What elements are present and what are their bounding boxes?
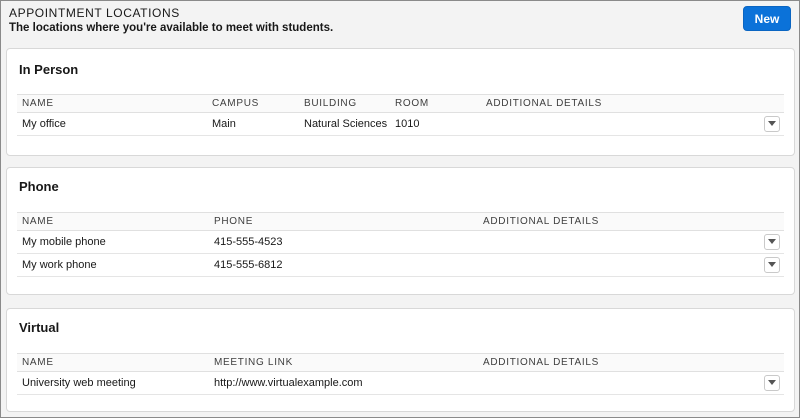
- column-header-building: BUILDING: [304, 98, 357, 109]
- in-person-card: [6, 48, 795, 156]
- row-actions-button[interactable]: [764, 116, 780, 132]
- cell-campus: Main: [212, 118, 236, 130]
- cell-room: 1010: [395, 118, 420, 130]
- column-header-meeting-link: MEETING LINK: [214, 357, 293, 368]
- cell-building: Natural Sciences: [304, 118, 388, 130]
- card-title-phone: Phone: [19, 179, 59, 194]
- table-row: [17, 113, 784, 136]
- column-header-name: NAME: [22, 98, 54, 109]
- chevron-down-icon: [768, 121, 776, 127]
- chevron-down-icon: [768, 239, 776, 245]
- table-header: [17, 353, 784, 372]
- table-row: [17, 231, 784, 254]
- column-header-name: NAME: [22, 216, 54, 227]
- row-actions-button[interactable]: [764, 257, 780, 273]
- row-actions-button[interactable]: [764, 375, 780, 391]
- page-header: [9, 6, 791, 36]
- table-header: [17, 212, 784, 231]
- row-actions-button[interactable]: [764, 234, 780, 250]
- page-subtitle: The locations where you're available to meet with students.: [9, 22, 334, 34]
- table-row: [17, 372, 784, 395]
- cell-phone: 415-555-4523: [214, 236, 283, 248]
- page-title: APPOINTMENT LOCATIONS: [9, 6, 180, 20]
- cell-name: My work phone: [22, 259, 97, 271]
- table-header: [17, 94, 784, 113]
- chevron-down-icon: [768, 380, 776, 386]
- cell-meeting-link[interactable]: http://www.virtualexample.com: [214, 377, 363, 389]
- table-row: [17, 254, 784, 277]
- column-header-campus: CAMPUS: [212, 98, 259, 109]
- column-header-additional-details: ADDITIONAL DETAILS: [486, 98, 602, 109]
- column-header-room: ROOM: [395, 98, 429, 109]
- cell-phone: 415-555-6812: [214, 259, 283, 271]
- column-header-additional-details: ADDITIONAL DETAILS: [483, 216, 599, 227]
- cell-name: My mobile phone: [22, 236, 106, 248]
- chevron-down-icon: [768, 262, 776, 268]
- card-title-in-person: In Person: [19, 62, 79, 77]
- cell-name: My office: [22, 118, 66, 130]
- phone-card: [6, 167, 795, 295]
- cell-name: University web meeting: [22, 377, 136, 389]
- column-header-additional-details: ADDITIONAL DETAILS: [483, 357, 599, 368]
- virtual-card: [6, 308, 795, 412]
- column-header-name: NAME: [22, 357, 54, 368]
- column-header-phone: PHONE: [214, 216, 254, 227]
- new-button[interactable]: New: [743, 6, 791, 31]
- card-title-virtual: Virtual: [19, 320, 60, 335]
